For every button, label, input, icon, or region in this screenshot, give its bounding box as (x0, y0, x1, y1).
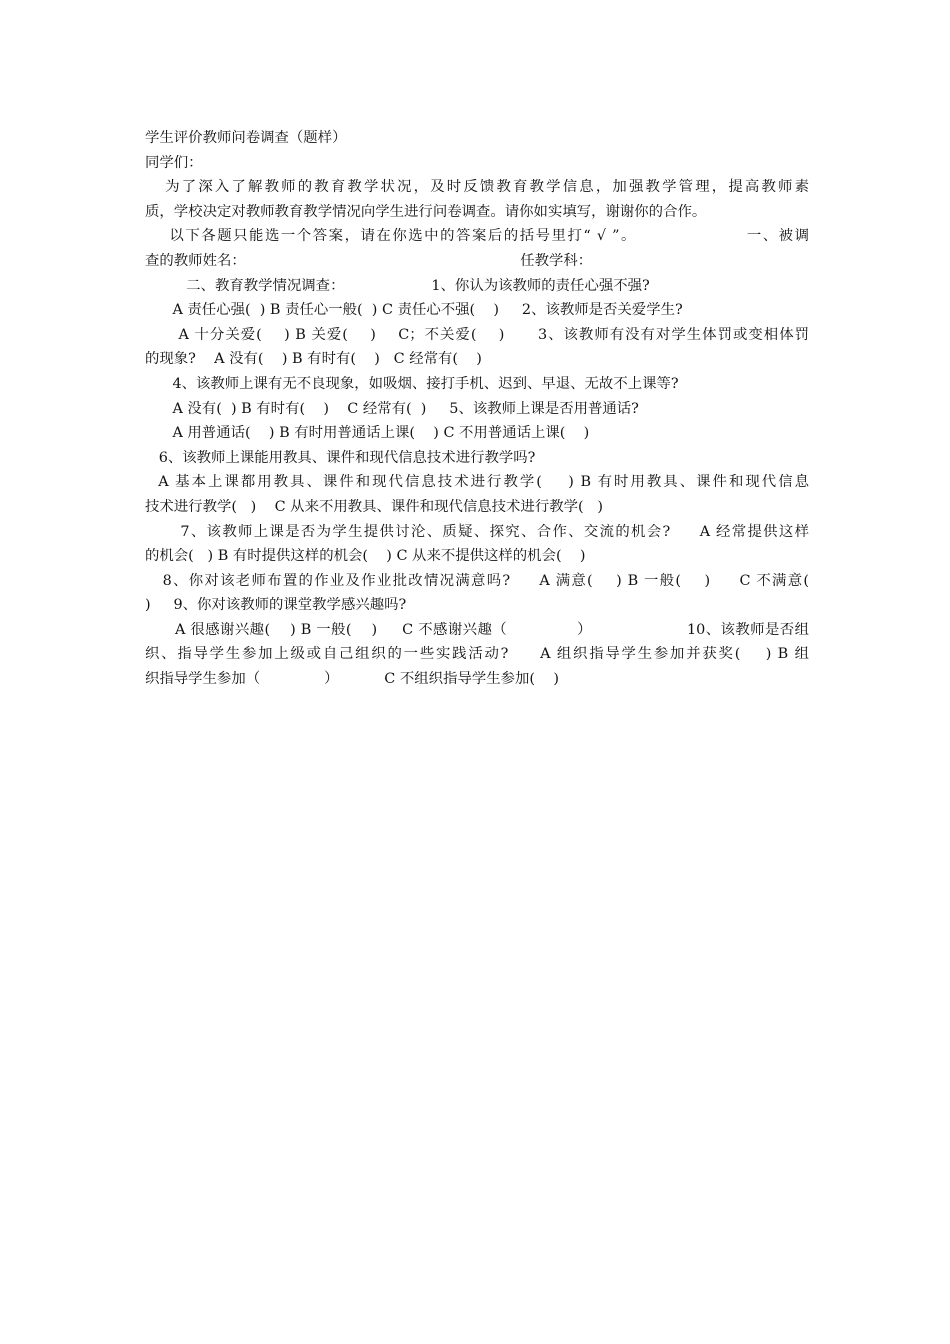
text-line: 6、该教师上课能用教具、课件和现代信息技术进行教学吗? (145, 449, 536, 466)
text-line: 二、教育教学情况调查： 1、你认为该教师的责任心强不强? (145, 277, 650, 294)
text-line: A 责任心强( ) B 责任心一般( ) C 责任心不强( ) 2、该教师是否关爱学生? (145, 302, 683, 319)
text-line: 的机会( ) B 有时提供这样的机会( ) C 从来不提供这样的机会( ) (145, 548, 586, 565)
greeting: 同学们： (145, 154, 203, 171)
text-line: 织、指导学生参加上级或自己组织的一些实践活动? A 组织指导学生参加并获奖( ) B 组 (145, 646, 809, 663)
questionnaire-text (145, 126, 809, 692)
text-line: 4、该教师上课有无不良现象，如吸烟、接打手机、迟到、早退、无故不上课等? (145, 375, 679, 392)
text-line: 7、该教师上课是否为学生提供讨沦、质疑、探究、合作、交流的机会? A 经常提供这样 (145, 523, 809, 540)
document-title: 学生评价教师问卷调查（题样） (145, 130, 347, 146)
text-line: A 十分关爱( ) B 关爱( ) C；不关爱( ) 3、该教师有没有对学生体罚或变相体罚 (145, 326, 809, 343)
text-line: 的现象? A 没有( ) B 有时有( ) C 经常有( ) (145, 351, 482, 368)
text-line: 查的教师姓名： 任教学科： (145, 252, 593, 269)
text-line: 为了深入了解教师的教育教学状况，及时反馈教育教学信息，加强教学管理，提高教师素 (145, 179, 809, 196)
text-line: A 用普通话( ) B 有时用普通话上课( ) C 不用普通话上课( ) (145, 425, 590, 442)
text-line: 8、你对该老师布置的作业及作业批改情况满意吗? A 满意( ) B 一般( ) C 不满意( (145, 572, 809, 589)
text-line: ) 9、你对该教师的课堂教学感兴趣吗? (145, 597, 407, 614)
text-line: 技术进行教学( ) C 从来不用教具、课件和现代信息技术进行教学( ) (145, 498, 603, 515)
text-line: 织指导学生参加（ ） C 不组织指导学生参加( ) (145, 671, 559, 688)
text-line: 以下各题只能选一个答案，请在你选中的答案后的括号里打“ √ ”。 一、被调 (145, 228, 809, 245)
text-line: A 基本上课都用教具、课件和现代信息技术进行教学( ) B 有时用教具、课件和现代信息 (145, 474, 809, 491)
text-line: 质，学校决定对教师教育教学情况向学生进行问卷调查。请你如实填写，谢谢你的合作。 (145, 203, 707, 220)
text-line: A 没有( ) B 有时有( ) C 经常有( ) 5、该教师上课是否用普通话? (145, 400, 639, 417)
text-line: A 很感谢兴趣( ) B 一般( ) C 不感谢兴趣（ ） 10、该教师是否组 (145, 621, 809, 638)
